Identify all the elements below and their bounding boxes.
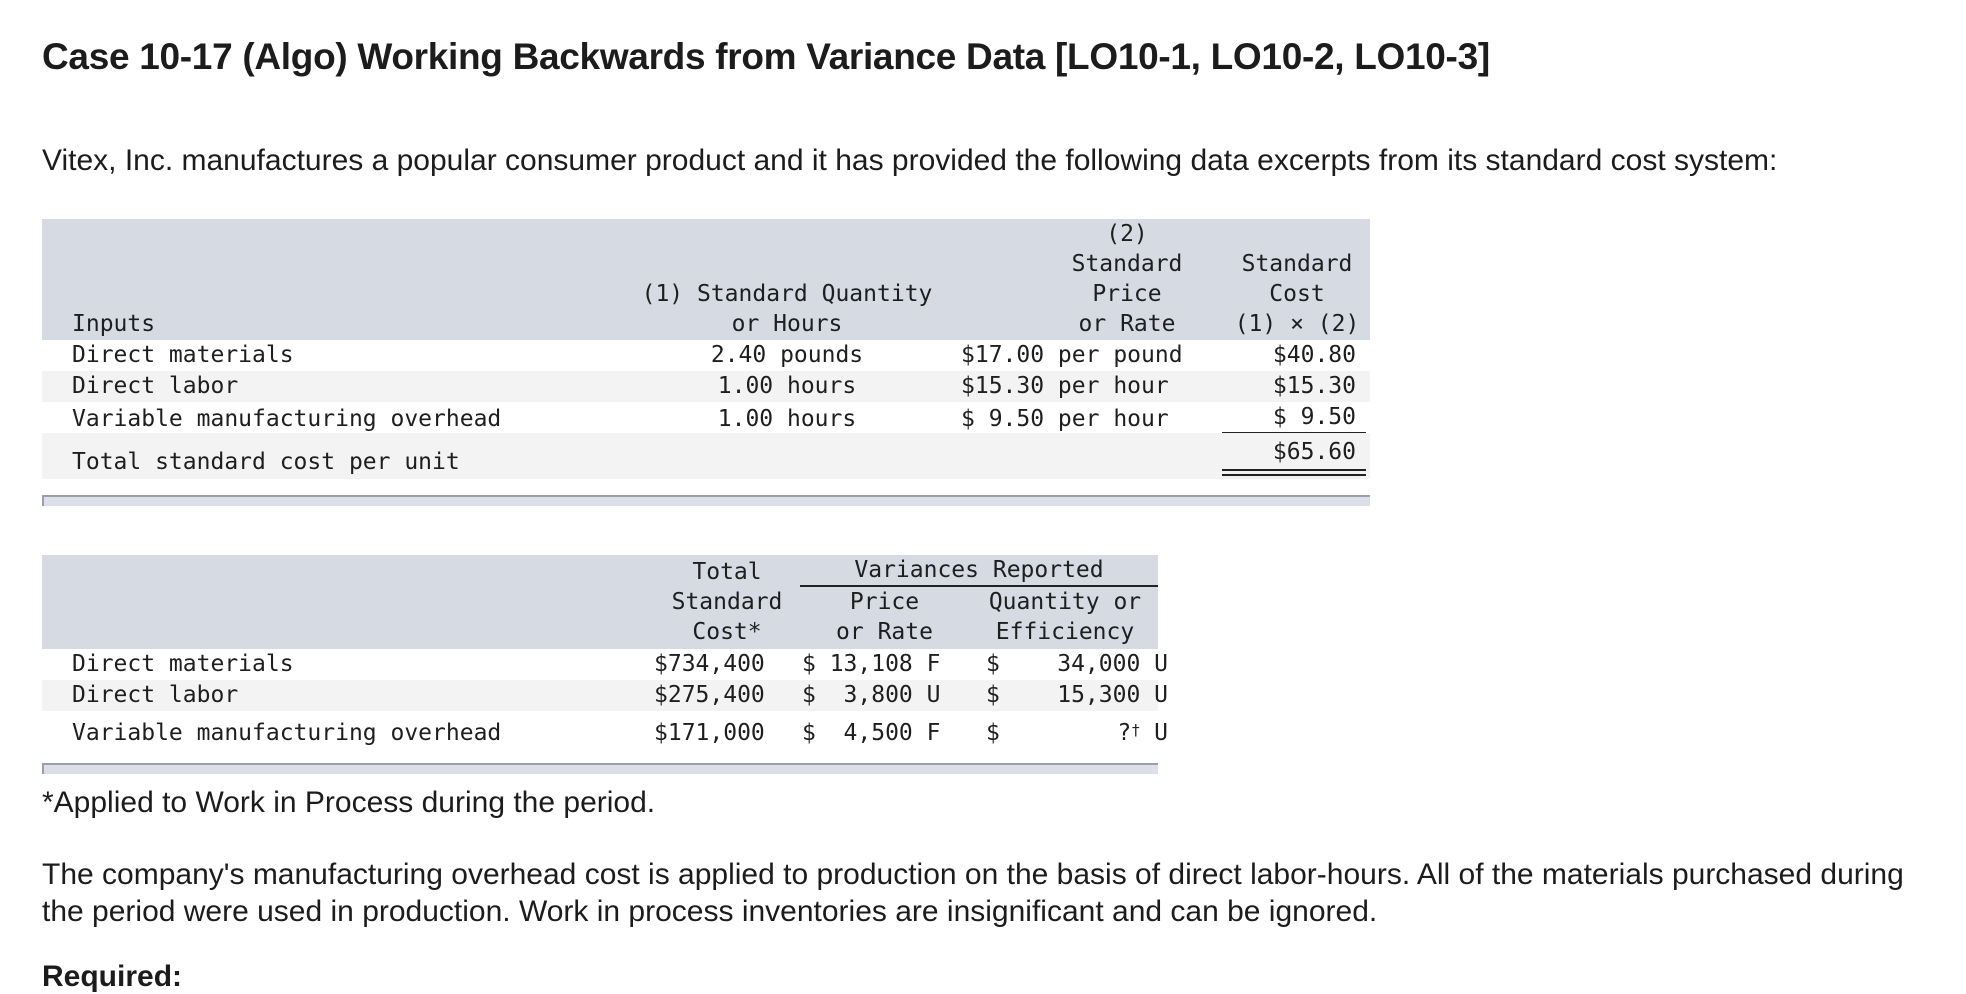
standard-cost-table-header — [42, 219, 1370, 340]
row-qty-variance: 15,300 U — [1057, 682, 1168, 708]
total-row — [42, 433, 1370, 479]
row-input: Direct labor — [72, 373, 239, 399]
row-cost: $15.30 — [1272, 373, 1356, 399]
table-row — [42, 711, 1168, 751]
header-cost-line2: Cost — [1269, 281, 1325, 307]
variance-type: U — [1140, 720, 1168, 746]
total-label: Total standard cost per unit — [72, 449, 460, 475]
row-price-variance: $ 3,800 U — [802, 682, 941, 708]
row-input: Variable manufacturing overhead — [72, 406, 502, 432]
total-double-underline — [1222, 469, 1366, 476]
row-qty: 1.00 hours — [717, 373, 857, 399]
row-price: $ 9.50 per hour — [961, 406, 1169, 432]
row-qty-variance: 34,000 U — [1057, 651, 1168, 677]
variance-table-header — [42, 555, 1158, 649]
unknown-value: ? — [1117, 720, 1132, 746]
row-input: Direct materials — [72, 342, 294, 368]
header-total-line1: Total — [692, 559, 762, 585]
header-price-line1: (2) — [1106, 221, 1148, 247]
intro-text: Vitex, Inc. manufactures a popular consumer product and it has provided the following data excerpts from its standard cost system: — [42, 144, 1778, 177]
variance-table — [42, 555, 1168, 774]
table-row — [42, 340, 1370, 371]
row-input: Variable manufacturing overhead — [72, 720, 502, 746]
row-qty-dollar: $ — [986, 720, 1000, 746]
row-qty: 2.40 pounds — [710, 342, 864, 368]
table-row — [42, 649, 1168, 680]
row-total: $171,000 — [654, 720, 765, 746]
horizontal-scrollbar[interactable] — [42, 495, 1370, 506]
row-total: $275,400 — [654, 682, 765, 708]
header-std-qty-line2: or Hours — [731, 311, 843, 337]
horizontal-scrollbar[interactable] — [42, 763, 1158, 774]
row-price: $17.00 per pound — [961, 342, 1183, 368]
row-input: Direct materials — [72, 651, 294, 677]
header-total-line2: Standard — [671, 589, 783, 615]
required-heading: Required: — [42, 960, 183, 993]
standard-cost-table — [42, 219, 1370, 506]
header-cost-line1: Standard — [1241, 251, 1353, 277]
table-row — [42, 402, 1370, 433]
row-input: Direct labor — [72, 682, 239, 708]
row-qty: 1.00 hours — [717, 406, 857, 432]
header-price-line3: Price — [1092, 281, 1162, 307]
row-total: $734,400 — [654, 651, 765, 677]
header-cost-line3: (1) × (2) — [1234, 311, 1360, 337]
header-total-line3: Cost* — [692, 619, 762, 645]
row-qty-dollar: $ — [986, 682, 1000, 708]
header-price-line1: Price — [849, 589, 920, 615]
row-qty-variance-unknown — [1002, 718, 1168, 748]
header-price-line2: Standard — [1071, 251, 1183, 277]
row-cost: $40.80 — [1272, 342, 1356, 368]
row-price-variance: $ 13,108 F — [802, 651, 941, 677]
header-price-line2: or Rate — [836, 619, 933, 645]
header-std-qty-line1: (1) Standard Quantity — [641, 281, 933, 307]
table-row — [42, 371, 1370, 402]
row-price: $15.30 per hour — [961, 373, 1169, 399]
row-price-variance: $ 4,500 F — [802, 720, 941, 746]
row-qty-dollar: $ — [986, 651, 1000, 677]
header-qty-line2: Efficiency — [995, 619, 1135, 645]
header-inputs: Inputs — [72, 311, 156, 337]
header-qty-line1: Quantity or — [988, 589, 1142, 615]
table-row — [42, 680, 1168, 711]
description-paragraph: The company's manufacturing overhead cost is applied to production on the basis of direct labor-hours. All of the materials purchased during the period were used in production. Work in process inventories are insignificant and can be ignored. — [42, 858, 1904, 928]
footnote: *Applied to Work in Process during the period. — [42, 786, 656, 819]
total-value: $65.60 — [1272, 439, 1356, 465]
row-cost: $ 9.50 — [1272, 404, 1356, 430]
page-title: Case 10-17 (Algo) Working Backwards from Variance Data [LO10-1, LO10-2, LO10-3] — [42, 36, 1490, 77]
header-variances-reported: Variances Reported — [854, 557, 1104, 583]
dagger-mark: † — [1131, 721, 1141, 739]
header-price-line4: or Rate — [1078, 311, 1176, 337]
